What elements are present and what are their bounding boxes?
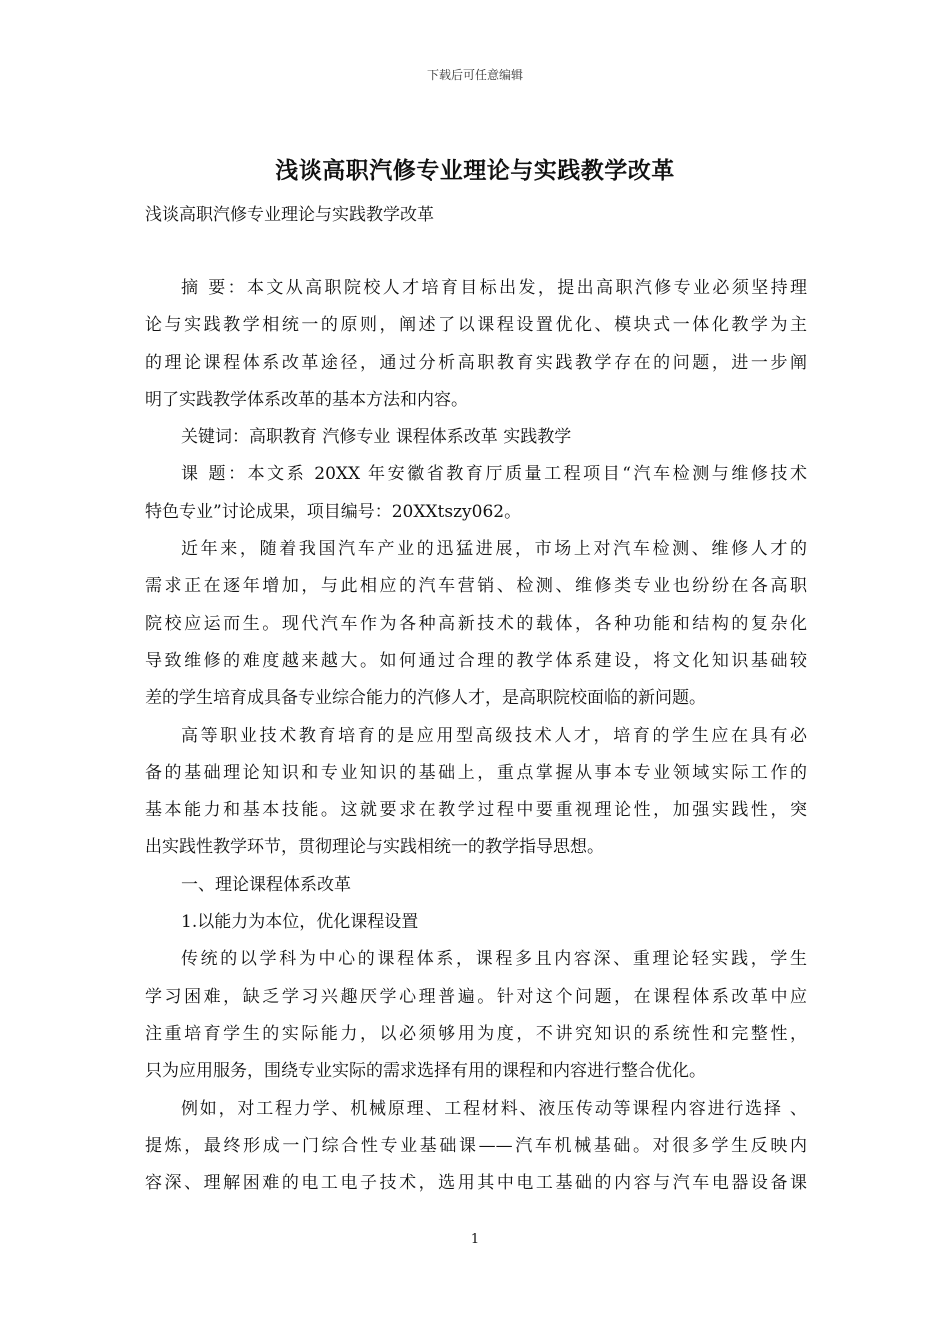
text-line: 差的学生培育成具备专业综合能力的汽修人才，是高职院校面临的新问题。 — [145, 688, 706, 709]
text-line: 课 题：本文系 20XX 年安徽省教育厅质量工程项目“汽车检测与维修技术 — [181, 464, 807, 485]
text-line: 注重培育学生的实际能力，以必须够用为度，不讲究知识的系统性和完整性， — [145, 1023, 807, 1044]
text-line: 1.以能力为本位，优化课程设置 — [181, 912, 419, 933]
text-line: 例如，对工程力学、机械原理、工程材料、液压传动等课程内容进行选择 、 — [181, 1098, 807, 1119]
text-line: 明了实践教学体系改革的基本方法和内容。 — [145, 389, 468, 410]
document-title: 浅谈高职汽修专业理论与实践教学改革 — [275, 157, 675, 184]
text-line: 摘 要：本文从高职院校人才培育目标出发，提出高职汽修专业必须坚持理 — [181, 278, 807, 298]
text-line: 一、理论课程体系改革 — [181, 874, 351, 895]
page-header: 下载后可任意编辑 — [426, 68, 523, 82]
text-line: 关键词：高职教育 汽修专业 课程体系改革 实践教学 — [181, 427, 572, 448]
text-line: 基本能力和基本技能。这就要求在教学过程中要重视理论性，加强实践性，突 — [145, 800, 807, 821]
text-line: 近年来，随着我国汽车产业的迅猛进展，市场上对汽车检测、维修人才的 — [181, 539, 807, 560]
text-line: 备的基础理论知识和专业知识的基础上，重点掌握从事本专业领域实际工作的 — [145, 762, 807, 783]
text-line: 的理论课程体系改革途径，通过分析高职教育实践教学存在的问题，进一步阐 — [145, 352, 807, 373]
text-line: 论与实践教学相统一的原则，阐述了以课程设置优化、模块式一体化教学为主 — [145, 315, 807, 336]
text-line: 导致维修的难度越来越大。如何通过合理的教学体系建设，将文化知识基础较 — [145, 650, 807, 671]
page-number: 1 — [470, 1232, 480, 1247]
text-line: 院校应运而生。现代汽车作为各种高新技术的载体，各种功能和结构的复杂化 — [145, 613, 807, 634]
text-line: 需求正在逐年增加，与此相应的汽车营销、检测、维修类专业也纷纷在各高职 — [145, 576, 807, 597]
text-line: 容深、理解困难的电工电子技术，选用其中电工基础的内容与汽车电器设备课 — [145, 1173, 807, 1194]
text-line: 特色专业”讨论成果，项目编号：20XXtszy062。 — [145, 501, 522, 522]
text-line: 学习困难，缺乏学习兴趣厌学心理普遍。针对这个问题，在课程体系改革中应 — [145, 986, 807, 1007]
text-line: 只为应用服务，围绕专业实际的需求选择有用的课程和内容进行整合优化。 — [145, 1061, 706, 1082]
text-line: 高等职业技术教育培育的是应用型高级技术人才，培育的学生应在具有必 — [181, 725, 807, 746]
text-line: 提炼，最终形成一门综合性专业基础课——汽车机械基础。对很多学生反映内 — [145, 1135, 807, 1156]
text-line: 出实践性教学环节，贯彻理论与实践相统一的教学指导思想。 — [145, 837, 604, 858]
document-subtitle: 浅谈高职汽修专业理论与实践教学改革 — [145, 205, 434, 225]
document-body — [145, 270, 807, 1202]
text-line: 传统的以学科为中心的课程体系，课程多且内容深、重理论轻实践，学生 — [181, 949, 807, 970]
